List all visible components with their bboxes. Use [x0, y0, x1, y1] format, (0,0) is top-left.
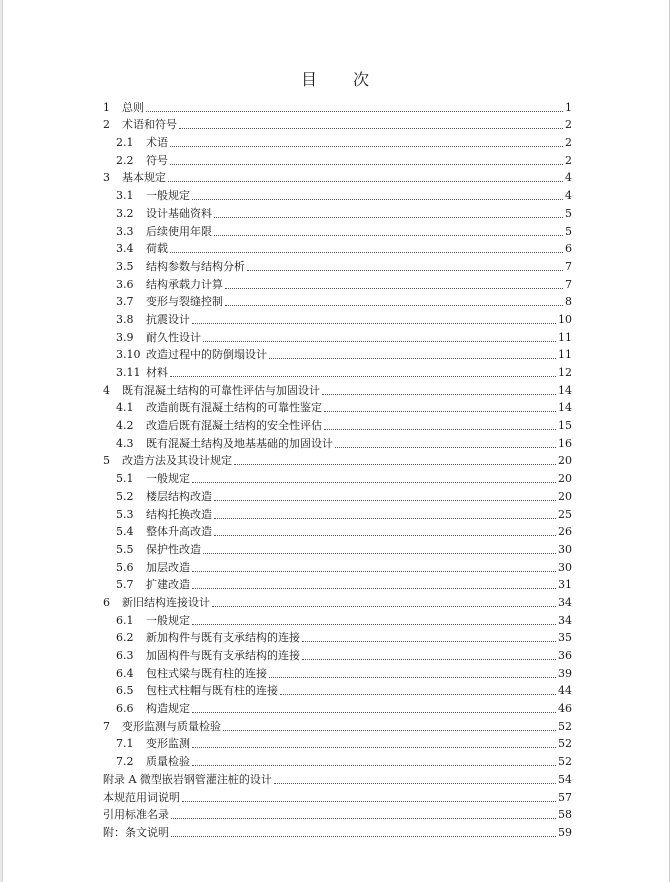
table-of-contents — [103, 97, 572, 840]
dot-leader — [170, 145, 563, 147]
dot-leader — [192, 322, 556, 324]
toc-entry-number: 4.2 — [116, 419, 134, 433]
toc-entry-page: 8 — [565, 295, 572, 309]
dot-leader — [234, 463, 556, 465]
toc-entry[interactable] — [103, 610, 572, 628]
toc-entry[interactable] — [103, 398, 572, 416]
toc-entry[interactable] — [103, 787, 572, 805]
toc-entry-page: 2 — [565, 153, 572, 167]
toc-entry-label: 结构托换改造 — [146, 507, 212, 521]
toc-entry-number: 7.2 — [116, 755, 134, 769]
toc-entry-page: 46 — [558, 702, 572, 716]
toc-entry[interactable] — [103, 221, 572, 239]
toc-entry-page: 6 — [565, 242, 572, 256]
dot-leader — [212, 605, 556, 607]
toc-entry-label: 新加构件与既有支承结构的连接 — [146, 631, 300, 645]
toc-entry[interactable] — [103, 239, 572, 257]
toc-entry[interactable] — [103, 168, 572, 186]
toc-entry-label: 基本规定 — [122, 171, 166, 185]
toc-entry-label: 本规范用词说明 — [103, 790, 180, 804]
dot-leader — [192, 623, 556, 625]
toc-entry-page: 14 — [558, 401, 572, 415]
toc-entry-page: 34 — [558, 595, 572, 609]
toc-entry-label: 结构承载力计算 — [146, 277, 223, 291]
toc-entry-page: 36 — [558, 649, 572, 662]
dot-leader — [146, 110, 563, 112]
toc-entry-label: 荷载 — [146, 242, 168, 256]
dot-leader — [192, 198, 563, 200]
dot-leader — [182, 800, 556, 802]
toc-entry-number: 2.2 — [116, 153, 134, 167]
toc-entry[interactable] — [103, 592, 572, 610]
toc-entry-number: 6.3 — [116, 649, 134, 662]
toc-entry-page: 11 — [558, 348, 572, 362]
toc-entry-page: 2 — [565, 118, 572, 132]
toc-entry-number: 6.4 — [116, 666, 134, 680]
toc-entry-label: 改造过程中的防倒塌设计 — [146, 348, 267, 362]
page-title — [3, 67, 669, 90]
toc-entry-page: 20 — [558, 472, 572, 486]
toc-entry-label: 新旧结构连接设计 — [122, 595, 210, 609]
toc-entry-number: 2.1 — [116, 136, 134, 150]
toc-entry-label: 附录 A 微型嵌岩钢管灌注桩的设计 — [103, 772, 272, 786]
toc-entry[interactable] — [103, 504, 572, 522]
dot-leader — [225, 287, 563, 289]
dot-leader — [170, 375, 556, 377]
toc-entry-number: 3.4 — [116, 242, 134, 256]
toc-entry-label: 术语和符号 — [122, 118, 177, 132]
dot-leader — [192, 570, 556, 572]
dot-leader — [322, 393, 556, 395]
toc-entry-number: 5.7 — [116, 578, 134, 592]
toc-entry[interactable] — [103, 97, 572, 115]
toc-entry-label: 一般规定 — [146, 189, 190, 203]
toc-entry-label: 抗震设计 — [146, 312, 190, 326]
toc-entry-page: 4 — [565, 189, 572, 203]
toc-entry-page: 31 — [558, 578, 572, 592]
toc-entry-number: 6 — [103, 595, 110, 609]
toc-entry[interactable] — [103, 274, 572, 292]
toc-entry-number: 6.1 — [116, 613, 134, 627]
toc-entry-page: 59 — [558, 825, 572, 839]
toc-entry-label: 楼层结构改造 — [146, 489, 212, 503]
toc-entry-page: 34 — [558, 613, 572, 627]
toc-entry-page: 15 — [558, 419, 572, 433]
toc-entry-number: 5 — [103, 454, 110, 468]
toc-entry[interactable] — [103, 115, 572, 133]
toc-entry-page: 58 — [558, 808, 572, 822]
toc-entry-label: 一般规定 — [146, 613, 190, 627]
toc-entry-label: 改造前既有混凝土结构的可靠性鉴定 — [146, 401, 322, 415]
dot-leader — [192, 746, 556, 748]
dot-leader — [324, 428, 556, 430]
toc-entry-label: 变形监测与质量检验 — [122, 719, 221, 733]
toc-entry-page: 7 — [565, 277, 572, 291]
toc-entry-label: 符号 — [146, 153, 168, 167]
dot-leader — [170, 163, 563, 165]
toc-entry-label: 扩建改造 — [146, 578, 190, 592]
toc-entry-label: 一般规定 — [146, 472, 190, 486]
toc-entry[interactable] — [103, 256, 572, 274]
toc-entry-number: 3.8 — [116, 312, 134, 326]
dot-leader — [171, 817, 556, 819]
toc-entry-number: 7.1 — [116, 737, 134, 751]
dot-leader — [203, 340, 556, 342]
toc-entry[interactable] — [103, 539, 572, 557]
toc-entry-label: 结构参数与结构分析 — [146, 259, 245, 273]
toc-entry-page: 30 — [558, 542, 572, 556]
dot-leader — [192, 481, 556, 483]
dot-leader — [214, 534, 556, 536]
toc-entry-page: 57 — [558, 790, 572, 804]
dot-leader — [192, 764, 556, 766]
toc-entry[interactable] — [103, 486, 572, 504]
toc-entry-page: 5 — [565, 224, 572, 238]
dot-leader — [214, 517, 556, 519]
toc-entry-number: 1 — [103, 100, 110, 114]
dot-leader — [335, 446, 556, 448]
toc-entry-label: 耐久性设计 — [146, 330, 201, 344]
toc-entry-page: 16 — [558, 436, 572, 450]
toc-entry-number: 3.5 — [116, 259, 134, 273]
toc-entry-number: 4.1 — [116, 401, 134, 415]
toc-entry-label: 既有混凝土结构及地基基础的加固设计 — [146, 436, 333, 450]
toc-entry-number: 3.9 — [116, 330, 134, 344]
toc-entry-number: 5.4 — [116, 525, 134, 539]
toc-entry[interactable] — [103, 292, 572, 310]
toc-entry-page: 20 — [558, 454, 572, 468]
toc-entry[interactable] — [103, 805, 572, 823]
toc-entry-page: 25 — [558, 507, 572, 521]
toc-entry-label: 保护性改造 — [146, 542, 201, 556]
toc-entry-page: 11 — [558, 330, 572, 344]
toc-entry[interactable] — [103, 150, 572, 168]
toc-entry-number: 2 — [103, 118, 110, 132]
dot-leader — [247, 269, 563, 271]
toc-entry-label: 改造后既有混凝土结构的安全性评估 — [146, 419, 322, 433]
dot-leader — [302, 658, 556, 660]
toc-entry-label: 加层改造 — [146, 560, 190, 574]
toc-entry[interactable] — [103, 716, 572, 734]
toc-entry[interactable] — [103, 132, 572, 150]
dot-leader — [214, 216, 563, 218]
toc-entry-label: 整体升高改造 — [146, 525, 212, 539]
toc-entry-label: 材料 — [146, 366, 168, 379]
toc-entry-number: 6.6 — [116, 702, 134, 716]
toc-entry[interactable] — [103, 645, 572, 663]
toc-entry-number: 5.2 — [116, 489, 134, 503]
toc-entry-page: 44 — [558, 684, 572, 698]
toc-entry-page: 30 — [558, 560, 572, 574]
toc-entry[interactable] — [103, 185, 572, 203]
toc-entry-number: 3.11 — [116, 366, 141, 379]
title-char-1: 目 — [300, 70, 319, 89]
toc-entry-label: 改造方法及其设计规定 — [122, 454, 232, 468]
toc-entry[interactable] — [103, 451, 572, 469]
toc-entry-number: 3.10 — [116, 348, 141, 362]
toc-entry-label: 包柱式柱帽与既有柱的连接 — [146, 684, 278, 698]
toc-entry-label: 变形监测 — [146, 737, 190, 751]
toc-entry-page: 52 — [558, 755, 572, 769]
toc-entry[interactable] — [103, 628, 572, 646]
dot-leader — [179, 127, 563, 129]
toc-entry[interactable] — [103, 327, 572, 345]
toc-entry-number: 6.2 — [116, 631, 134, 645]
toc-entry[interactable] — [103, 575, 572, 593]
toc-entry-page: 1 — [565, 100, 572, 114]
dot-leader — [214, 234, 563, 236]
dot-leader — [269, 357, 556, 359]
toc-entry-label: 既有混凝土结构的可靠性评估与加固设计 — [122, 383, 320, 397]
toc-entry-page: 39 — [558, 666, 572, 680]
toc-entry-page: 52 — [558, 737, 572, 751]
toc-entry-number: 5.6 — [116, 560, 134, 574]
toc-entry[interactable] — [103, 380, 572, 398]
toc-entry-number: 3.2 — [116, 206, 134, 220]
dot-leader — [280, 693, 556, 695]
toc-entry-page: 20 — [558, 489, 572, 503]
toc-entry-page: 52 — [558, 719, 572, 733]
toc-entry-label: 设计基础资料 — [146, 206, 212, 220]
dot-leader — [223, 729, 556, 731]
toc-entry-label: 构造规定 — [146, 702, 190, 716]
dot-leader — [324, 410, 556, 412]
title-char-2: 次 — [353, 70, 372, 89]
dot-leader — [302, 640, 556, 642]
toc-entry-label: 包柱式梁与既有柱的连接 — [146, 666, 267, 680]
toc-entry-page: 26 — [558, 525, 572, 539]
dot-leader — [170, 251, 563, 253]
dot-leader — [171, 835, 556, 837]
toc-entry[interactable] — [103, 415, 572, 433]
toc-entry-label: 变形与裂缝控制 — [146, 295, 223, 309]
toc-entry[interactable] — [103, 557, 572, 575]
toc-entry-number: 4.3 — [116, 436, 134, 450]
toc-entry-label: 引用标准名录 — [103, 808, 169, 822]
toc-entry-page: 2 — [565, 136, 572, 150]
toc-entry[interactable] — [103, 203, 572, 221]
dot-leader — [274, 782, 556, 784]
toc-entry-page: 10 — [558, 312, 572, 326]
dot-leader — [225, 304, 563, 306]
toc-entry-number: 5.3 — [116, 507, 134, 521]
toc-entry-number: 3.3 — [116, 224, 134, 238]
toc-entry-page: 14 — [558, 383, 572, 397]
toc-entry-number: 4 — [103, 383, 110, 397]
dot-leader — [168, 180, 563, 182]
toc-entry-label: 术语 — [146, 136, 168, 150]
toc-entry-page: 54 — [558, 772, 572, 786]
toc-entry[interactable] — [103, 698, 572, 716]
dot-leader — [214, 499, 556, 501]
toc-entry[interactable] — [103, 433, 572, 451]
toc-entry[interactable] — [103, 362, 572, 380]
toc-entry[interactable] — [103, 663, 572, 681]
toc-entry[interactable] — [103, 822, 572, 840]
toc-entry-label: 总则 — [122, 100, 144, 114]
toc-entry-page: 35 — [558, 631, 572, 645]
toc-entry-number: 7 — [103, 719, 110, 733]
toc-entry-number: 5.1 — [116, 472, 134, 486]
toc-entry-page: 12 — [558, 366, 572, 379]
toc-entry[interactable] — [103, 751, 572, 769]
toc-entry-label: 后续使用年限 — [146, 224, 212, 238]
toc-entry[interactable] — [103, 522, 572, 540]
toc-entry-label: 附：条文说明 — [103, 825, 169, 839]
toc-entry-number: 3.6 — [116, 277, 134, 291]
document-page — [2, 0, 670, 882]
toc-entry-number: 3 — [103, 171, 110, 185]
toc-entry[interactable] — [103, 309, 572, 327]
toc-entry[interactable] — [103, 468, 572, 486]
toc-entry-label: 加固构件与既有支承结构的连接 — [146, 649, 300, 662]
toc-entry[interactable] — [103, 769, 572, 787]
toc-entry-page: 5 — [565, 206, 572, 220]
toc-entry-page: 7 — [565, 259, 572, 273]
dot-leader — [192, 587, 556, 589]
dot-leader — [192, 711, 556, 713]
toc-entry[interactable] — [103, 681, 572, 699]
toc-entry-number: 3.7 — [116, 295, 134, 309]
toc-entry-page: 4 — [565, 171, 572, 185]
dot-leader — [203, 552, 556, 554]
toc-entry[interactable] — [103, 734, 572, 752]
toc-entry-number: 3.1 — [116, 189, 134, 203]
toc-entry-label: 质量检验 — [146, 755, 190, 769]
toc-entry[interactable] — [103, 345, 572, 363]
dot-leader — [269, 676, 556, 678]
toc-entry-number: 6.5 — [116, 684, 134, 698]
toc-entry-number: 5.5 — [116, 542, 134, 556]
